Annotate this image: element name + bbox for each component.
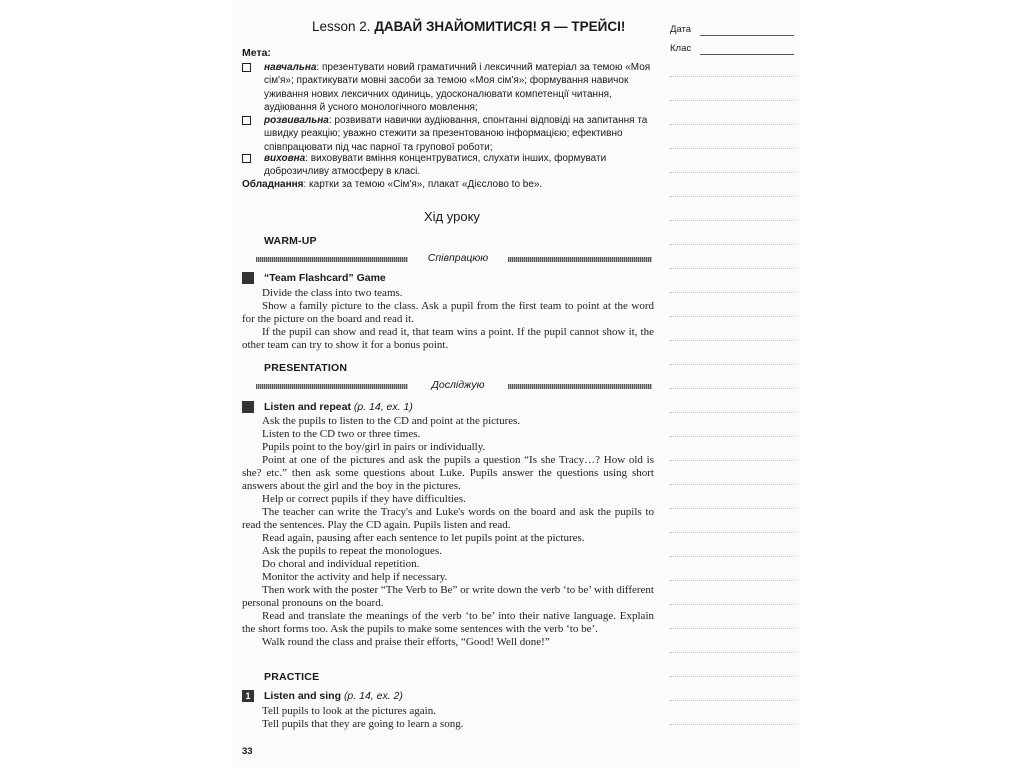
note-line xyxy=(670,628,794,629)
goal-text: : розвивати навички аудіювання, спонтанні відповіді на запитання та швидку реакцію; уважно стежити за презентованою інформацією; ефективно співпрацювати під час парної та групової роботи; xyxy=(264,115,648,153)
checkbox-icon xyxy=(242,116,251,125)
equipment-text: : картки за темою «Сім'я», плакат «Дієслово to be». xyxy=(303,179,543,190)
activity-ref: (p. 14, ex. 1) xyxy=(353,401,413,413)
lesson-title-text: ДАВАЙ ЗНАЙОМИТИСЯ! Я — ТРЕЙСІ! xyxy=(374,19,626,34)
note-line xyxy=(670,580,794,581)
paragraph: Monitor the activity and help if necessary. xyxy=(262,571,448,583)
goal-term: навчальна xyxy=(264,62,317,73)
equipment xyxy=(242,179,542,190)
note-line xyxy=(670,244,794,245)
activity-number-badge: 1 xyxy=(242,690,254,702)
goal-text: : виховувати вміння концентруватися, слухати інших, формувати доброзичливу атмосферу в класі. xyxy=(264,153,607,178)
section-heading-warmup: WARM-UP xyxy=(264,235,317,247)
paragraph: If the pupil can show and read it, that team wins a point. If the pupil cannot show it, the other team can try to show it for a bonus point. xyxy=(242,326,654,351)
banner-pattern xyxy=(256,384,408,389)
note-line xyxy=(670,652,794,653)
note-line xyxy=(670,532,794,533)
textbook-page xyxy=(232,0,800,768)
note-line xyxy=(670,148,794,149)
paragraph: Help or correct pupils if they have difficulties. xyxy=(262,493,466,505)
banner-pattern xyxy=(508,257,652,262)
activity-body xyxy=(242,287,654,352)
paragraph: Read and translate the meanings of the verb ‘to be’ into their native language. Explain the short forms too. Ask the pupils to make some sentences with the verb ‘to be’. xyxy=(242,610,654,635)
note-line xyxy=(670,436,794,437)
note-line xyxy=(670,76,794,77)
note-line xyxy=(670,556,794,557)
note-line xyxy=(670,676,794,677)
activity-title: Listen and repeat xyxy=(264,401,351,413)
lesson-title xyxy=(312,19,625,34)
note-line xyxy=(670,460,794,461)
paragraph: Listen to the CD two or three times. xyxy=(262,428,421,440)
equipment-label: Обладнання xyxy=(242,179,304,190)
goal-item xyxy=(242,152,654,179)
paragraph: Then work with the poster “The Verb to Be” or write down the verb ‘to be’ with different personal pronouns on the board. xyxy=(242,584,654,609)
paragraph: Read again, pausing after each sentence to let pupils point at the pictures. xyxy=(262,532,585,544)
course-title: Хід уроку xyxy=(424,209,480,224)
note-line xyxy=(670,604,794,605)
goal-text: : презентувати новий граматичний і лексичний матеріал за темою «Моя сім'я»; практикувати мовні засоби за темою «Моя сім'я»; формування навичок уживання нових лексичних одиниць, удосконалювати компетенції читання, аудіювання й усного монологічного мовлення; xyxy=(264,62,651,113)
activity-title: Listen and sing xyxy=(264,690,342,702)
paragraph: Pupils point to the boy/girl in pairs or individually. xyxy=(262,441,486,453)
banner-pattern xyxy=(508,384,652,389)
note-line xyxy=(670,724,794,725)
class-label: Клас xyxy=(670,43,692,54)
activity-body xyxy=(242,705,654,731)
paragraph: Point at one of the pictures and ask the pupils a question “Is she Tracy…? How old is she? etc.” then ask some questions about Luke. Pupils answer the questions using short answers about the girl and the boy in the pictures. xyxy=(242,454,654,492)
note-line xyxy=(670,316,794,317)
paragraph: Divide the class into two teams. xyxy=(262,287,403,299)
section-heading-practice: PRACTICE xyxy=(264,671,320,683)
goal-term: виховна xyxy=(264,153,306,164)
paragraph: Tell pupils that they are going to learn a song. xyxy=(262,718,464,730)
note-line xyxy=(670,292,794,293)
note-line xyxy=(670,124,794,125)
paragraph: Do choral and individual repetition. xyxy=(262,558,420,570)
class-field xyxy=(670,43,691,54)
goals-label: Мета: xyxy=(242,47,271,59)
note-line xyxy=(670,100,794,101)
note-line xyxy=(670,340,794,341)
goal-item xyxy=(242,61,654,114)
checkbox-icon xyxy=(242,154,251,163)
note-line xyxy=(670,508,794,509)
banner-label: Співпрацюю xyxy=(427,252,489,264)
goal-item xyxy=(242,114,654,154)
checkbox-icon xyxy=(242,63,251,72)
note-line xyxy=(670,268,794,269)
note-line xyxy=(670,220,794,221)
paragraph: Ask the pupils to repeat the monologues. xyxy=(262,545,442,557)
activity-ref: (p. 14, ex. 2) xyxy=(343,690,403,702)
banner-pattern xyxy=(256,257,408,262)
note-line xyxy=(670,172,794,173)
paragraph: Tell pupils to look at the pictures again. xyxy=(262,705,436,717)
note-line xyxy=(670,700,794,701)
goal-term: розвивальна xyxy=(264,115,329,126)
paragraph: The teacher can write the Tracy's and Luke's words on the board and ask the pupils to read the sentences. Play the CD again. Pupils listen and read. xyxy=(242,506,654,531)
lesson-prefix: Lesson 2. xyxy=(312,19,371,34)
date-field xyxy=(670,24,691,35)
paragraph: Show a family picture to the class. Ask a pupil from the first team to point at the word for the picture on the board and read it. xyxy=(242,300,654,325)
note-line xyxy=(670,412,794,413)
date-line xyxy=(700,35,794,36)
activity-body xyxy=(242,415,654,649)
note-line xyxy=(670,388,794,389)
banner-explore xyxy=(256,380,652,392)
date-label: Дата xyxy=(670,24,692,35)
activity-marker-icon xyxy=(242,272,254,284)
class-line xyxy=(700,54,794,55)
note-line xyxy=(670,196,794,197)
activity-marker-icon xyxy=(242,401,254,413)
note-line xyxy=(670,484,794,485)
activity-title: “Team Flashcard” Game xyxy=(264,272,386,284)
page-number: 33 xyxy=(242,746,253,757)
paragraph: Walk round the class and praise their efforts, “Good! Well done!” xyxy=(262,636,550,648)
note-line xyxy=(670,364,794,365)
paragraph: Ask the pupils to listen to the CD and point at the pictures. xyxy=(262,415,521,427)
section-heading-presentation: PRESENTATION xyxy=(264,362,348,374)
banner-cooperate xyxy=(256,253,652,265)
banner-label: Досліджую xyxy=(431,379,485,391)
